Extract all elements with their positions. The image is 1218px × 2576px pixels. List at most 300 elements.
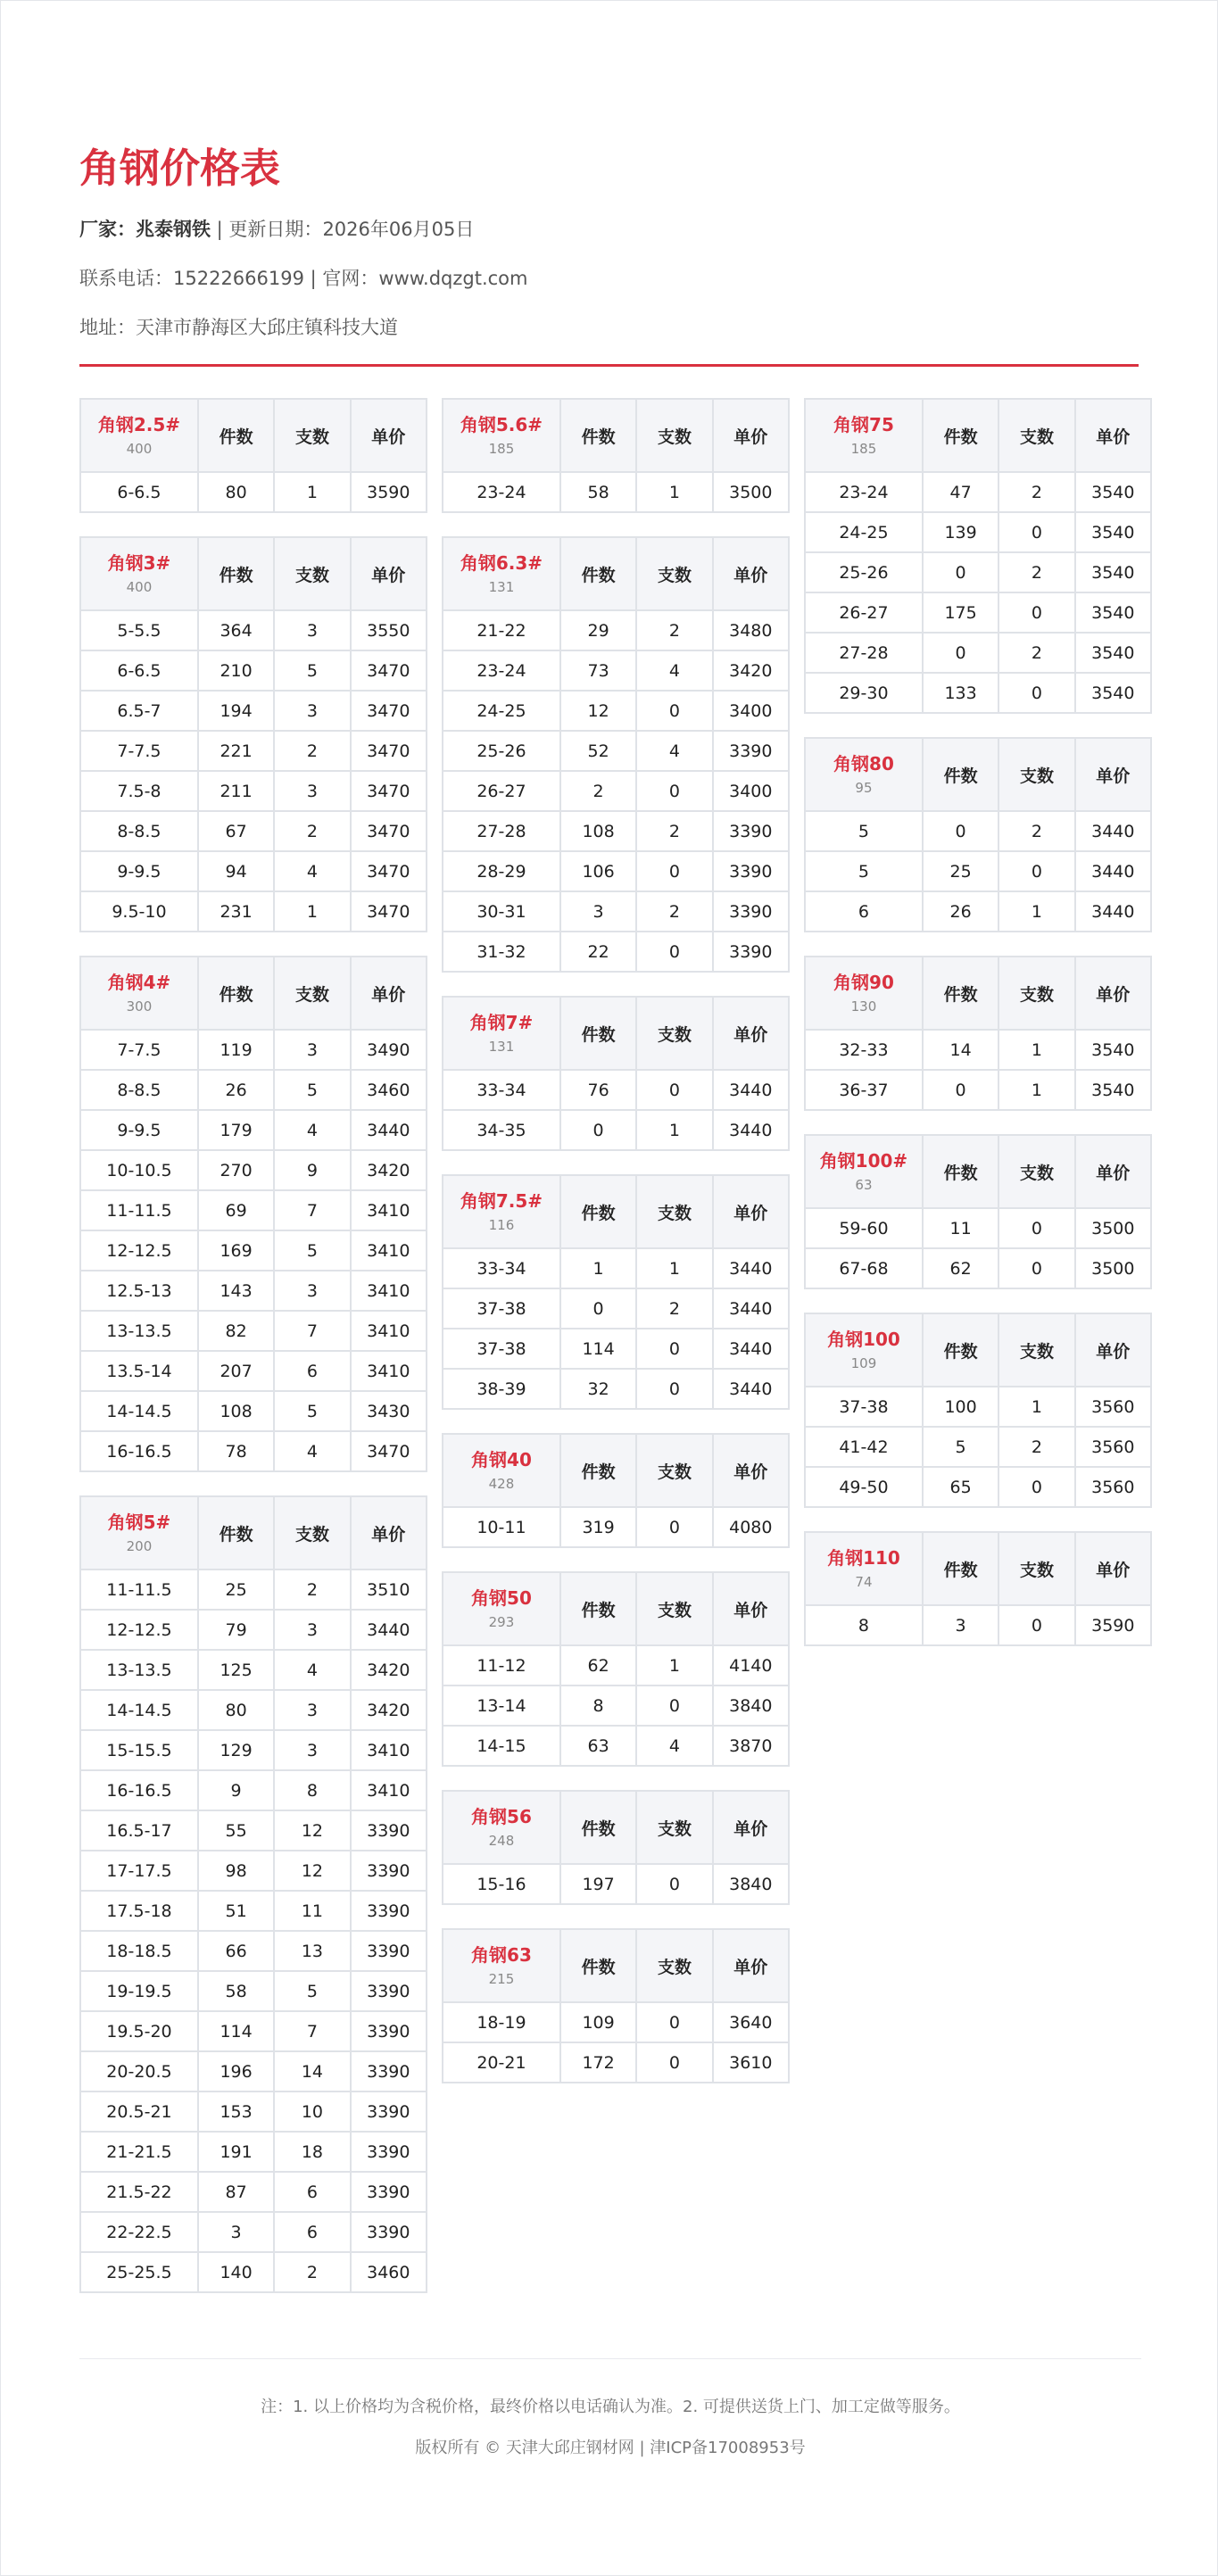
sticks-cell: 2 [636, 1288, 712, 1329]
pieces-cell: 82 [198, 1311, 274, 1351]
pieces-cell: 125 [198, 1650, 274, 1690]
pieces-cell: 108 [198, 1391, 274, 1431]
sticks-cell: 0 [636, 1329, 712, 1369]
size-cell: 6-6.5 [80, 650, 198, 691]
price-cell: 3590 [351, 472, 427, 512]
price-cell: 3500 [1075, 1208, 1151, 1248]
table-row [80, 2212, 427, 2252]
price-cell: 3480 [713, 610, 789, 650]
size-cell: 5 [805, 811, 923, 851]
sticks-cell: 1 [636, 1645, 712, 1686]
price-cell: 3470 [351, 691, 427, 731]
spec-weight: 200 [126, 1538, 153, 1554]
price-column-3 [804, 398, 1152, 2293]
price-cell: 3640 [713, 2002, 789, 2042]
table-row [443, 650, 789, 691]
price-cell: 3390 [713, 851, 789, 891]
table-row [80, 1810, 427, 1851]
pieces-cell: 114 [198, 2011, 274, 2051]
spec-name: 角钢50 [471, 1587, 532, 1609]
spec-header-cell [443, 537, 560, 610]
table-header-row [443, 1929, 789, 2002]
price-cell: 4080 [713, 1507, 789, 1547]
size-cell: 6 [805, 891, 923, 932]
sticks-cell: 1 [636, 1110, 712, 1150]
pieces-cell: 9 [198, 1770, 274, 1810]
table-row [443, 891, 789, 932]
table-row [443, 610, 789, 650]
sticks-cell: 12 [274, 1851, 350, 1891]
price-header: 单价 [713, 1572, 789, 1645]
table-row [80, 1931, 427, 1971]
price-cell: 3470 [351, 650, 427, 691]
table-row [80, 610, 427, 650]
pieces-cell: 67 [198, 811, 274, 851]
table-row [80, 472, 427, 512]
size-cell: 22-22.5 [80, 2212, 198, 2252]
size-cell: 36-37 [805, 1070, 923, 1110]
pieces-cell: 270 [198, 1150, 274, 1190]
spec-table [79, 1495, 427, 2293]
sticks-cell: 0 [998, 512, 1074, 552]
table-row [80, 1851, 427, 1891]
pieces-cell: 94 [198, 851, 274, 891]
spec-table [442, 1174, 790, 1410]
pieces-header: 件数 [198, 957, 274, 1030]
price-header: 单价 [1075, 1313, 1151, 1387]
sticks-cell: 5 [274, 1391, 350, 1431]
spec-name: 角钢80 [833, 753, 894, 774]
pieces-header: 件数 [923, 957, 998, 1030]
pieces-cell: 8 [560, 1686, 636, 1726]
pieces-cell: 52 [560, 731, 636, 771]
price-cell: 3540 [1075, 552, 1151, 592]
table-row [443, 1070, 789, 1110]
sticks-cell: 11 [274, 1891, 350, 1931]
size-cell: 21-22 [443, 610, 560, 650]
spec-table [79, 536, 427, 932]
size-cell: 23-24 [443, 472, 560, 512]
table-row [443, 2002, 789, 2042]
pieces-cell: 196 [198, 2051, 274, 2091]
sticks-cell: 2 [636, 891, 712, 932]
size-cell: 27-28 [805, 633, 923, 673]
price-header: 单价 [1075, 738, 1151, 811]
price-cell: 3390 [713, 891, 789, 932]
sticks-header: 支数 [636, 1791, 712, 1864]
table-row [80, 2252, 427, 2292]
table-header-row [80, 957, 427, 1030]
spec-weight: 131 [488, 579, 515, 595]
price-header: 单价 [1075, 399, 1151, 472]
price-cell: 3400 [713, 771, 789, 811]
size-cell: 7.5-8 [80, 771, 198, 811]
size-cell: 13-13.5 [80, 1311, 198, 1351]
table-row [80, 771, 427, 811]
price-column-1 [79, 398, 427, 2293]
sticks-cell: 3 [274, 1730, 350, 1770]
size-cell: 20-21 [443, 2042, 560, 2083]
table-row [805, 673, 1151, 713]
table-row [805, 1427, 1151, 1467]
spec-header-cell [443, 1434, 560, 1507]
price-cell: 3470 [351, 731, 427, 771]
table-row [805, 1030, 1151, 1070]
pieces-cell: 3 [923, 1605, 998, 1645]
table-row [443, 1645, 789, 1686]
sticks-cell: 0 [636, 1507, 712, 1547]
size-cell: 17-17.5 [80, 1851, 198, 1891]
price-cell: 3540 [1075, 1070, 1151, 1110]
size-cell: 28-29 [443, 851, 560, 891]
pieces-cell: 14 [923, 1030, 998, 1070]
pieces-cell: 66 [198, 1931, 274, 1971]
sticks-cell: 1 [998, 1030, 1074, 1070]
table-row [80, 1230, 427, 1271]
spec-table [804, 737, 1152, 932]
price-cell: 4140 [713, 1645, 789, 1686]
spec-weight: 400 [126, 441, 153, 457]
size-cell: 37-38 [443, 1329, 560, 1369]
spec-header-cell [805, 1135, 923, 1208]
price-cell: 3420 [351, 1690, 427, 1730]
header-divider [79, 364, 1139, 367]
price-cell: 3470 [351, 891, 427, 932]
sticks-cell: 1 [274, 472, 350, 512]
table-row [80, 1610, 427, 1650]
pieces-cell: 169 [198, 1230, 274, 1271]
size-cell: 10-11 [443, 1507, 560, 1547]
sticks-cell: 6 [274, 1351, 350, 1391]
pieces-cell: 29 [560, 610, 636, 650]
price-cell: 3550 [351, 610, 427, 650]
spec-header-cell [443, 997, 560, 1070]
size-cell: 17.5-18 [80, 1891, 198, 1931]
sticks-header: 支数 [636, 1929, 712, 2002]
spec-table [442, 1928, 790, 2083]
table-row [80, 1110, 427, 1150]
spec-table [442, 1433, 790, 1548]
size-cell: 9-9.5 [80, 1110, 198, 1150]
price-cell: 3440 [713, 1369, 789, 1409]
pieces-cell: 58 [560, 472, 636, 512]
pieces-cell: 221 [198, 731, 274, 771]
pieces-cell: 12 [560, 691, 636, 731]
size-cell: 25-26 [443, 731, 560, 771]
spec-header-cell [443, 1929, 560, 2002]
sticks-cell: 0 [998, 1208, 1074, 1248]
sticks-cell: 0 [636, 2042, 712, 2083]
spec-weight: 95 [855, 780, 873, 796]
pieces-cell: 25 [923, 851, 998, 891]
size-cell: 13-14 [443, 1686, 560, 1726]
price-cell: 3390 [713, 811, 789, 851]
spec-header-cell [805, 1313, 923, 1387]
sticks-cell: 4 [636, 1726, 712, 1766]
pieces-cell: 1 [560, 1248, 636, 1288]
size-cell: 23-24 [805, 472, 923, 512]
size-cell: 33-34 [443, 1248, 560, 1288]
spec-weight: 63 [855, 1177, 873, 1193]
spec-weight: 300 [126, 998, 153, 1015]
pieces-header: 件数 [560, 537, 636, 610]
pieces-cell: 140 [198, 2252, 274, 2292]
price-header: 单价 [1075, 1532, 1151, 1605]
price-cell: 3500 [713, 472, 789, 512]
pieces-cell: 51 [198, 1891, 274, 1931]
table-row [805, 851, 1151, 891]
size-cell: 38-39 [443, 1369, 560, 1409]
table-row [805, 1605, 1151, 1645]
sticks-cell: 4 [636, 650, 712, 691]
table-header-row [443, 1175, 789, 1248]
pieces-cell: 3 [198, 2212, 274, 2252]
price-header: 单价 [351, 399, 427, 472]
price-cell: 3410 [351, 1730, 427, 1770]
phone-label: 联系电话： [79, 268, 173, 289]
manufacturer-line [79, 217, 1139, 242]
pieces-cell: 364 [198, 610, 274, 650]
pieces-cell: 0 [923, 552, 998, 592]
pieces-header: 件数 [923, 738, 998, 811]
pieces-header: 件数 [198, 1496, 274, 1570]
table-row [805, 1387, 1151, 1427]
pieces-cell: 25 [198, 1570, 274, 1610]
table-row [443, 1329, 789, 1369]
sticks-header: 支数 [998, 957, 1074, 1030]
pieces-cell: 2 [560, 771, 636, 811]
table-header-row [443, 1572, 789, 1645]
pieces-cell: 76 [560, 1070, 636, 1110]
price-header: 单价 [713, 537, 789, 610]
spec-weight: 74 [855, 1574, 873, 1590]
pieces-cell: 129 [198, 1730, 274, 1770]
table-row [80, 1690, 427, 1730]
phone-number: 15222666199 [173, 268, 304, 289]
sticks-cell: 0 [636, 1686, 712, 1726]
price-cell: 3460 [351, 1070, 427, 1110]
price-cell: 3390 [351, 2011, 427, 2051]
spec-header-cell [443, 1791, 560, 1864]
pieces-header: 件数 [923, 1532, 998, 1605]
pieces-header: 件数 [923, 1313, 998, 1387]
spec-weight: 131 [488, 1039, 515, 1055]
table-row [443, 1507, 789, 1547]
price-cell: 3420 [351, 1650, 427, 1690]
pieces-cell: 26 [923, 891, 998, 932]
price-cell: 3540 [1075, 673, 1151, 713]
spec-name: 角钢90 [833, 972, 894, 993]
size-cell: 10-10.5 [80, 1150, 198, 1190]
price-cell: 3410 [351, 1351, 427, 1391]
price-cell: 3410 [351, 1271, 427, 1311]
pieces-cell: 62 [923, 1248, 998, 1288]
table-header-row [443, 997, 789, 1070]
pieces-cell: 0 [560, 1110, 636, 1150]
pieces-cell: 143 [198, 1271, 274, 1311]
price-cell: 3420 [713, 650, 789, 691]
price-cell: 3560 [1075, 1387, 1151, 1427]
table-row [443, 1686, 789, 1726]
table-row [443, 731, 789, 771]
sticks-header: 支数 [998, 1313, 1074, 1387]
size-cell: 15-16 [443, 1864, 560, 1904]
spec-weight: 185 [488, 441, 515, 457]
price-cell: 3470 [351, 811, 427, 851]
table-row [80, 2011, 427, 2051]
sticks-cell: 4 [274, 1110, 350, 1150]
price-cell: 3540 [1075, 512, 1151, 552]
price-cell: 3440 [351, 1110, 427, 1150]
price-cell: 3390 [351, 1891, 427, 1931]
size-cell: 6.5-7 [80, 691, 198, 731]
sticks-cell: 8 [274, 1770, 350, 1810]
spec-name: 角钢6.3# [460, 552, 543, 574]
table-row [80, 1070, 427, 1110]
spec-header-cell [80, 957, 198, 1030]
price-column-2 [442, 398, 790, 2293]
price-header: 单价 [713, 1434, 789, 1507]
sticks-header: 支数 [636, 399, 712, 472]
size-cell: 11-12 [443, 1645, 560, 1686]
pieces-cell: 179 [198, 1110, 274, 1150]
price-cell: 3540 [1075, 472, 1151, 512]
pieces-cell: 153 [198, 2091, 274, 2132]
sticks-header: 支数 [636, 537, 712, 610]
sticks-cell: 6 [274, 2172, 350, 2212]
table-row [80, 811, 427, 851]
sticks-cell: 0 [636, 1070, 712, 1110]
pieces-cell: 65 [923, 1467, 998, 1507]
size-cell: 21-21.5 [80, 2132, 198, 2172]
price-header: 单价 [1075, 1135, 1151, 1208]
update-date: 2026年06月05日 [322, 219, 475, 240]
pieces-header: 件数 [560, 399, 636, 472]
pieces-cell: 119 [198, 1030, 274, 1070]
pieces-cell: 108 [560, 811, 636, 851]
table-row [443, 1726, 789, 1766]
sticks-header: 支数 [998, 399, 1074, 472]
sticks-cell: 1 [636, 472, 712, 512]
pieces-cell: 210 [198, 650, 274, 691]
sticks-cell: 4 [274, 1431, 350, 1471]
size-cell: 12.5-13 [80, 1271, 198, 1311]
sticks-cell: 3 [274, 691, 350, 731]
sticks-cell: 18 [274, 2132, 350, 2172]
page-header [79, 1, 1139, 367]
pieces-cell: 109 [560, 2002, 636, 2042]
price-cell: 3540 [1075, 633, 1151, 673]
pieces-header: 件数 [923, 1135, 998, 1208]
size-cell: 12-12.5 [80, 1230, 198, 1271]
spec-header-cell [80, 399, 198, 472]
table-row [443, 472, 789, 512]
price-cell: 3390 [351, 1931, 427, 1971]
sticks-cell: 0 [636, 932, 712, 972]
spec-table [804, 1134, 1152, 1289]
table-row [805, 811, 1151, 851]
table-row [805, 592, 1151, 633]
size-cell: 59-60 [805, 1208, 923, 1248]
size-cell: 30-31 [443, 891, 560, 932]
table-row [805, 512, 1151, 552]
sticks-cell: 10 [274, 2091, 350, 2132]
sticks-cell: 0 [998, 673, 1074, 713]
footer-note: 注：1. 以上价格均为含税价格，最终价格以电话确认为准。2. 可提供送货上门、加工定做等服务。 [261, 2398, 960, 2416]
price-cell: 3440 [1075, 891, 1151, 932]
price-columns [79, 398, 1141, 2293]
table-row [80, 1570, 427, 1610]
spec-table [442, 398, 790, 513]
size-cell: 16-16.5 [80, 1431, 198, 1471]
sticks-cell: 7 [274, 1311, 350, 1351]
size-cell: 25-26 [805, 552, 923, 592]
table-row [443, 691, 789, 731]
table-row [80, 851, 427, 891]
size-cell: 18-18.5 [80, 1931, 198, 1971]
table-header-row [80, 537, 427, 610]
price-cell: 3390 [351, 2051, 427, 2091]
price-cell: 3840 [713, 1686, 789, 1726]
price-cell: 3390 [351, 1810, 427, 1851]
sticks-cell: 1 [998, 891, 1074, 932]
table-row [80, 1271, 427, 1311]
table-row [805, 1467, 1151, 1507]
pieces-cell: 26 [198, 1070, 274, 1110]
sticks-cell: 2 [274, 2252, 350, 2292]
pieces-cell: 11 [923, 1208, 998, 1248]
size-cell: 31-32 [443, 932, 560, 972]
table-row [443, 2042, 789, 2083]
spec-weight: 116 [488, 1217, 515, 1233]
pieces-cell: 197 [560, 1864, 636, 1904]
spec-name: 角钢2.5# [97, 414, 181, 435]
price-cell: 3440 [713, 1329, 789, 1369]
pieces-header: 件数 [560, 1175, 636, 1248]
price-cell: 3390 [351, 2132, 427, 2172]
spec-table [804, 1313, 1152, 1508]
sticks-header: 支数 [998, 1532, 1074, 1605]
size-cell: 23-24 [443, 650, 560, 691]
pieces-cell: 114 [560, 1329, 636, 1369]
sticks-cell: 0 [998, 1467, 1074, 1507]
pieces-cell: 106 [560, 851, 636, 891]
table-row [805, 1208, 1151, 1248]
spec-table [804, 1531, 1152, 1646]
spec-weight: 400 [126, 579, 153, 595]
size-cell: 24-25 [805, 512, 923, 552]
website-link[interactable]: www.dqzgt.com [378, 268, 528, 289]
price-header: 单价 [1075, 957, 1151, 1030]
spec-header-cell [443, 399, 560, 472]
price-cell: 3440 [713, 1110, 789, 1150]
size-cell: 19-19.5 [80, 1971, 198, 2011]
sticks-cell: 5 [274, 1971, 350, 2011]
spec-header-cell [805, 738, 923, 811]
footer-copyright: 版权所有 © 天津大邱庄钢材网 | 津ICP备17008953号 [415, 2439, 806, 2457]
price-cell: 3410 [351, 1190, 427, 1230]
sticks-cell: 4 [636, 731, 712, 771]
table-row [443, 1864, 789, 1904]
spec-name: 角钢56 [471, 1806, 532, 1827]
pieces-header: 件数 [560, 1791, 636, 1864]
price-cell: 3490 [351, 1030, 427, 1070]
table-row [805, 1070, 1151, 1110]
table-row [80, 1150, 427, 1190]
sticks-header: 支数 [274, 399, 350, 472]
sticks-cell: 7 [274, 2011, 350, 2051]
spec-table [804, 956, 1152, 1111]
